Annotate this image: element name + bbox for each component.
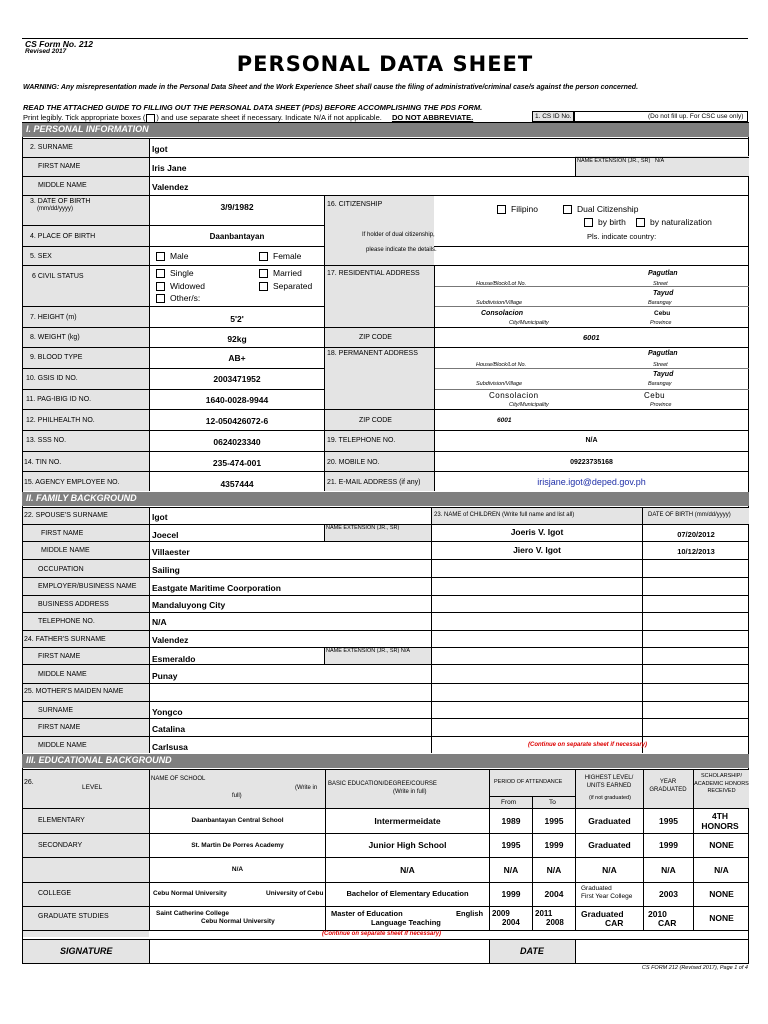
civil-widowed-option[interactable]: Widowed bbox=[156, 281, 205, 291]
philhealth-label: 12. PHILHEALTH NO. bbox=[26, 417, 95, 424]
guide-instruction: READ THE ATTACHED GUIDE TO FILLING OUT THE PERSONAL DATA SHEET (PDS) BEFORE ACCOMPLISHING THE PDS FORM. bbox=[23, 103, 483, 112]
edu-secondary-from[interactable]: 1995 bbox=[501, 840, 521, 850]
edu-secondary-level: SECONDARY bbox=[38, 842, 83, 849]
edu-level-header: LEVEL bbox=[82, 784, 103, 791]
city-label: City/Municipality bbox=[509, 320, 549, 326]
spouse-telephone-value[interactable]: N/A bbox=[152, 617, 167, 627]
edu-course-header: BASIC EDUCATION/DEGREE/COURSE bbox=[328, 781, 437, 787]
edu-college-units[interactable]: Graduated bbox=[581, 885, 612, 892]
civil-married-option[interactable]: Married bbox=[259, 268, 302, 278]
mobile-value[interactable]: 09223735168 bbox=[570, 459, 613, 466]
father-first-name-value[interactable]: Esmeraldo bbox=[152, 654, 196, 664]
dual-citizenship-checkbox[interactable] bbox=[563, 205, 572, 214]
sss-value[interactable]: 0624023340 bbox=[213, 437, 261, 447]
mobile-label: 20. MOBILE NO. bbox=[327, 459, 380, 466]
civil-married-checkbox[interactable] bbox=[259, 269, 268, 278]
sex-male-option[interactable]: Male bbox=[156, 251, 188, 261]
sex-male-checkbox[interactable] bbox=[156, 252, 165, 261]
edu-units-header: HIGHEST LEVEL/ UNITS EARNED bbox=[584, 775, 634, 789]
spouse-first-name-label: FIRST NAME bbox=[41, 530, 84, 537]
edu-from-header: From bbox=[501, 799, 517, 806]
agency-value[interactable]: 4357444 bbox=[220, 479, 254, 489]
form-number: CS Form No. 212 bbox=[25, 39, 94, 49]
section-personal-information: I. PERSONAL INFORMATION bbox=[22, 123, 749, 137]
civil-others-checkbox[interactable] bbox=[156, 294, 165, 303]
form-revision: Revised 2017 bbox=[25, 48, 67, 55]
name-extension-label: NAME EXTENSION (JR., SR) N/A bbox=[577, 158, 665, 164]
res-zip-value[interactable]: 6001 bbox=[583, 333, 600, 342]
mother-first-name-label: FIRST NAME bbox=[38, 724, 81, 731]
edu-vocational-from[interactable]: N/A bbox=[503, 865, 519, 875]
barangay-label: Barangay bbox=[648, 300, 672, 306]
perm-subdivision-label: Subdivision/Village bbox=[476, 381, 523, 387]
date-field[interactable] bbox=[576, 940, 749, 963]
edu-graduate-to[interactable]: 2011 bbox=[535, 909, 553, 918]
edu-graduate-from-2[interactable]: 2004 bbox=[502, 918, 520, 927]
name-extension-value[interactable]: N/A bbox=[654, 158, 665, 164]
spouse-middle-name-label: MIDDLE NAME bbox=[41, 547, 90, 554]
first-name-label: FIRST NAME bbox=[38, 163, 81, 170]
middle-name-value[interactable]: Valendez bbox=[152, 182, 189, 192]
civil-widowed-checkbox[interactable] bbox=[156, 282, 165, 291]
cs-id-label: 1. CS ID No. bbox=[535, 113, 572, 120]
citizenship-indicate-country: Pls. indicate country: bbox=[587, 232, 657, 241]
edu-college-level: COLLEGE bbox=[38, 890, 72, 897]
civil-separated-checkbox[interactable] bbox=[259, 282, 268, 291]
height-value[interactable]: 5'2' bbox=[230, 314, 244, 324]
permanent-address-label: 18. PERMANENT ADDRESS bbox=[327, 350, 418, 357]
street-label: Street bbox=[653, 281, 668, 287]
edu-elementary-honors[interactable]: 4TH HONORS bbox=[701, 811, 739, 831]
edu-graduate-school-2[interactable]: Cebu Normal University bbox=[201, 918, 275, 925]
edu-secondary-course[interactable]: Junior High School bbox=[368, 840, 447, 850]
cs-id-note: (Do not fill up. For CSC use only) bbox=[648, 113, 744, 120]
residential-address-label: 17. RESIDENTIAL ADDRESS bbox=[327, 270, 420, 277]
perm-street-value[interactable]: Pagutlan bbox=[648, 350, 678, 357]
telephone-label: 19. TELEPHONE NO. bbox=[327, 437, 396, 444]
citizenship-holder-note: If holder of dual citizenship, bbox=[362, 232, 435, 238]
citizenship-naturalization-option[interactable]: by naturalization bbox=[636, 217, 712, 227]
employer-value[interactable]: Eastgate Maritime Coorporation bbox=[152, 583, 281, 593]
surname-value[interactable]: Igot bbox=[152, 144, 168, 154]
edu-graduate-level: GRADUATE STUDIES bbox=[38, 913, 109, 920]
child-1-name[interactable]: Joeris V. Igot bbox=[510, 527, 564, 537]
sex-female-checkbox[interactable] bbox=[259, 252, 268, 261]
edu-school-header-3: full) bbox=[232, 793, 242, 799]
dob-label: 3. DATE OF BIRTH bbox=[30, 198, 91, 205]
section-educational-background: III. EDUCATIONAL BACKGROUND bbox=[22, 754, 749, 768]
civil-single-checkbox[interactable] bbox=[156, 269, 165, 278]
edu-units-header-2: (if not graduated) bbox=[589, 795, 631, 801]
business-address-label: BUSINESS ADDRESS bbox=[38, 601, 109, 608]
edu-vocational-to[interactable]: N/A bbox=[546, 865, 562, 875]
edu-college-to[interactable]: 2004 bbox=[544, 889, 564, 899]
edu-college-units-2[interactable]: First Year College bbox=[581, 893, 633, 900]
house-label: House/Block/Lot No. bbox=[476, 281, 527, 287]
perm-street-label: Street bbox=[653, 362, 668, 368]
perm-barangay-label: Barangay bbox=[648, 381, 672, 387]
child-2-dob[interactable]: 10/12/2013 bbox=[677, 547, 715, 556]
res-zip-label: ZIP CODE bbox=[359, 334, 392, 341]
edu-graduate-year-2[interactable]: CAR bbox=[658, 918, 677, 928]
citizenship-label: 16. CITIZENSHIP bbox=[327, 201, 383, 208]
blood-type-label: 9. BLOOD TYPE bbox=[30, 354, 83, 361]
pagibig-label: 11. PAG-IBIG ID NO. bbox=[26, 396, 92, 403]
form-title: PERSONAL DATA SHEET bbox=[236, 52, 534, 76]
occupation-value[interactable]: Sailing bbox=[152, 565, 180, 575]
spouse-name-ext-label: NAME EXTENSION (JR., SR) bbox=[326, 525, 400, 531]
sss-label: 13. SSS NO. bbox=[26, 437, 67, 444]
perm-barangay-value[interactable]: Tayud bbox=[653, 371, 674, 378]
res-barangay-value[interactable]: Tayud bbox=[653, 290, 674, 297]
res-city-value[interactable]: Consolacion bbox=[481, 310, 524, 317]
edu-graduate-course-b[interactable]: English bbox=[456, 909, 484, 918]
weight-label: 8. WEIGHT (kg) bbox=[30, 334, 80, 341]
gsis-value[interactable]: 2003471952 bbox=[213, 374, 261, 384]
edu-secondary-school[interactable]: St. Martin De Porres Academy bbox=[191, 842, 284, 849]
agency-label: 15. AGENCY EMPLOYEE NO. bbox=[24, 479, 120, 486]
telephone-value[interactable]: N/A bbox=[585, 437, 598, 444]
warning-text: WARNING: Any misrepresentation made in the Personal Data Sheet and the Work Experience Sheet shall cause the filing of administrative/criminal case/s against the person concerned. bbox=[23, 84, 639, 91]
edu-elementary-units[interactable]: Graduated bbox=[588, 816, 631, 826]
res-province-value[interactable]: Cebu bbox=[654, 310, 671, 317]
by-birth-checkbox[interactable] bbox=[584, 218, 593, 227]
signature-field[interactable] bbox=[150, 940, 489, 963]
edu-elementary-school[interactable]: Daanbantayan Central School bbox=[191, 817, 284, 824]
edu-graduate-units-2[interactable]: CAR bbox=[605, 918, 624, 928]
edu-honors-header: SCHOLARSHIP/ ACADEMIC HONORS RECEIVED bbox=[694, 773, 749, 794]
edu-college-year[interactable]: 2003 bbox=[659, 889, 678, 899]
filipino-checkbox[interactable] bbox=[497, 205, 506, 214]
citizenship-filipino-option[interactable]: Filipino bbox=[497, 204, 538, 214]
citizenship-details-note: please indicate the details. bbox=[366, 247, 437, 253]
occupation-label: OCCUPATION bbox=[38, 566, 84, 573]
father-surname-label: 24. FATHER'S SURNAME bbox=[24, 636, 106, 643]
edu-graduate-to-2[interactable]: 2008 bbox=[546, 918, 564, 927]
perm-zip-value[interactable]: 6001 bbox=[497, 417, 512, 424]
edu-college-course[interactable]: Bachelor of Elementary Education bbox=[346, 889, 469, 898]
edu-year-header: YEAR GRADUATED bbox=[649, 779, 687, 793]
tin-value[interactable]: 235-474-001 bbox=[212, 458, 262, 468]
edu-secondary-year[interactable]: 1999 bbox=[659, 840, 678, 850]
edu-number: 26. bbox=[24, 779, 34, 786]
civil-status-label: 6 CIVIL STATUS bbox=[32, 273, 84, 280]
perm-zip-label: ZIP CODE bbox=[359, 417, 392, 424]
edu-period-header: PERIOD OF ATTENDANCE bbox=[494, 779, 563, 785]
civil-separated-option[interactable]: Separated bbox=[259, 281, 312, 291]
date-label: DATE bbox=[520, 946, 544, 956]
form-page-reference: CS FORM 212 (Revised 2017), Page 1 of 4 bbox=[641, 965, 748, 971]
business-address-value[interactable]: Mandaluyong City bbox=[152, 600, 226, 610]
gsis-label: 10. GSIS ID NO. bbox=[26, 375, 78, 382]
father-first-name-label: FIRST NAME bbox=[38, 653, 81, 660]
edu-secondary-units[interactable]: Graduated bbox=[588, 840, 631, 850]
philhealth-value[interactable]: 12-050426072-6 bbox=[205, 416, 269, 426]
family-continue-note: (Continue on separate sheet if necessary) bbox=[528, 742, 648, 748]
edu-graduate-units[interactable]: Graduated bbox=[581, 909, 624, 919]
spouse-middle-name-value[interactable]: Villaester bbox=[152, 547, 190, 557]
email-value[interactable]: irisjane.igot@deped.gov.ph bbox=[537, 477, 646, 487]
middle-name-label: MIDDLE NAME bbox=[38, 182, 87, 189]
height-label: 7. HEIGHT (m) bbox=[30, 314, 77, 321]
perm-house-label: House/Block/Lot No. bbox=[476, 362, 527, 368]
child-2-name[interactable]: Jiero V. Igot bbox=[513, 545, 561, 555]
print-instruction-text-b: ) and use separate sheet if necessary. Indicate N/A if not applicable. bbox=[156, 113, 382, 122]
edu-graduate-from[interactable]: 2009 bbox=[492, 909, 510, 918]
mother-first-name-value[interactable]: Catalina bbox=[152, 724, 186, 734]
first-name-value[interactable]: Iris Jane bbox=[152, 163, 187, 173]
blood-type-value[interactable]: AB+ bbox=[228, 353, 246, 363]
mother-surname-label: SURNAME bbox=[38, 707, 74, 714]
subdivision-label: Subdivision/Village bbox=[476, 300, 523, 306]
sex-female-option[interactable]: Female bbox=[259, 251, 301, 261]
spouse-first-name-value[interactable]: Joecel bbox=[152, 530, 179, 540]
edu-graduate-course[interactable]: Master of Education bbox=[331, 909, 403, 918]
edu-college-school-2[interactable]: University of Cebu bbox=[266, 890, 324, 897]
mother-maiden-name-label: 25. MOTHER'S MAIDEN NAME bbox=[24, 688, 124, 695]
section-family-background: II. FAMILY BACKGROUND bbox=[22, 492, 749, 506]
personal-mid-label-column bbox=[324, 196, 434, 491]
perm-city-label: City/Municipality bbox=[509, 402, 549, 408]
children-header: 23. NAME of CHILDREN (Write full name and list all) bbox=[434, 512, 575, 518]
edu-school-header: NAME OF SCHOOL bbox=[151, 776, 206, 782]
civil-others-option[interactable]: Other/s: bbox=[156, 293, 200, 303]
mother-middle-name-value[interactable]: Carlsusa bbox=[152, 742, 188, 752]
civil-single-option[interactable]: Single bbox=[156, 268, 194, 278]
edu-vocational-school[interactable]: N/A bbox=[231, 866, 244, 873]
edu-secondary-honors[interactable]: NONE bbox=[709, 840, 734, 850]
edu-college-school[interactable]: Cebu Normal University bbox=[153, 890, 227, 897]
pob-label: 4. PLACE OF BIRTH bbox=[30, 233, 96, 240]
edu-vocational-honors[interactable]: N/A bbox=[714, 865, 729, 875]
spouse-surname-label: 22. SPOUSE'S SURNAME bbox=[24, 512, 108, 519]
edu-elementary-to[interactable]: 1995 bbox=[544, 816, 564, 826]
email-label: 21. E-MAIL ADDRESS (if any) bbox=[327, 479, 421, 486]
edu-vocational-year[interactable]: N/A bbox=[661, 865, 676, 875]
father-name-ext-label: NAME EXTENSION (JR., SR) N/A bbox=[326, 648, 411, 654]
spouse-telephone-label: TELEPHONE NO. bbox=[38, 618, 95, 625]
edu-graduate-course-2[interactable]: Language Teaching bbox=[371, 918, 441, 927]
mother-middle-name-label: MIDDLE NAME bbox=[38, 742, 87, 749]
edu-elementary-course[interactable]: Intermermeidate bbox=[374, 816, 441, 826]
edu-school-header-2: (Write in bbox=[295, 785, 318, 791]
weight-value[interactable]: 92kg bbox=[227, 334, 247, 344]
edu-elementary-from[interactable]: 1989 bbox=[501, 816, 521, 826]
father-middle-name-value[interactable]: Punay bbox=[152, 671, 178, 681]
citizenship-by-birth-option[interactable]: by birth bbox=[584, 217, 626, 227]
by-naturalization-checkbox[interactable] bbox=[636, 218, 645, 227]
edu-graduate-year[interactable]: 2010 bbox=[648, 909, 667, 919]
tin-label: 14. TIN NO. bbox=[24, 459, 62, 466]
sex-label: 5. SEX bbox=[30, 253, 52, 260]
pob-value[interactable]: Daanbantayan bbox=[209, 232, 265, 241]
signature-label: SIGNATURE bbox=[60, 946, 113, 956]
print-instruction-text-a: Print legibly. Tick appropriate boxes ( bbox=[23, 113, 146, 122]
perm-province-label: Province bbox=[650, 402, 672, 408]
res-street-value[interactable]: Pagutlan bbox=[648, 270, 678, 277]
edu-course-header-2: (Write in full) bbox=[393, 789, 427, 795]
father-surname-value[interactable]: Valendez bbox=[152, 635, 189, 645]
province-label: Province bbox=[650, 320, 672, 326]
do-not-abbreviate: DO NOT ABBREVIATE. bbox=[391, 113, 474, 122]
dob-format: (mm/dd/yyyy) bbox=[37, 206, 73, 212]
dob-value[interactable]: 3/9/1982 bbox=[220, 202, 254, 212]
edu-to-header: To bbox=[549, 799, 556, 806]
edu-college-honors[interactable]: NONE bbox=[709, 889, 734, 899]
edu-elementary-level: ELEMENTARY bbox=[38, 817, 85, 824]
edu-graduate-school[interactable]: Saint Catherine College bbox=[156, 910, 229, 917]
edu-secondary-to[interactable]: 1999 bbox=[544, 840, 564, 850]
edu-vocational-units[interactable]: N/A bbox=[602, 865, 617, 875]
edu-college-from[interactable]: 1999 bbox=[501, 889, 521, 899]
pagibig-value[interactable]: 1640-0028-9944 bbox=[205, 395, 269, 405]
employer-label: EMPLOYER/BUSINESS NAME bbox=[38, 583, 137, 590]
perm-province-value[interactable]: Cebu bbox=[644, 391, 666, 400]
citizenship-dual-option[interactable]: Dual Citizenship bbox=[563, 204, 638, 214]
children-dob-header: DATE OF BIRTH (mm/dd/yyyy) bbox=[648, 512, 731, 518]
mother-surname-value[interactable]: Yongco bbox=[152, 707, 183, 717]
father-middle-name-label: MIDDLE NAME bbox=[38, 671, 87, 678]
edu-continue-note: (Continue on separate sheet if necessary) bbox=[322, 931, 442, 937]
edu-vocational-course[interactable]: N/A bbox=[400, 865, 415, 875]
perm-city-value[interactable]: Consolacion bbox=[489, 391, 539, 400]
child-1-dob[interactable]: 07/20/2012 bbox=[677, 530, 715, 539]
edu-graduate-honors[interactable]: NONE bbox=[709, 913, 734, 923]
surname-label: 2. SURNAME bbox=[30, 144, 73, 151]
edu-elementary-year[interactable]: 1995 bbox=[659, 816, 678, 826]
spouse-surname-value[interactable]: Igot bbox=[152, 512, 168, 522]
